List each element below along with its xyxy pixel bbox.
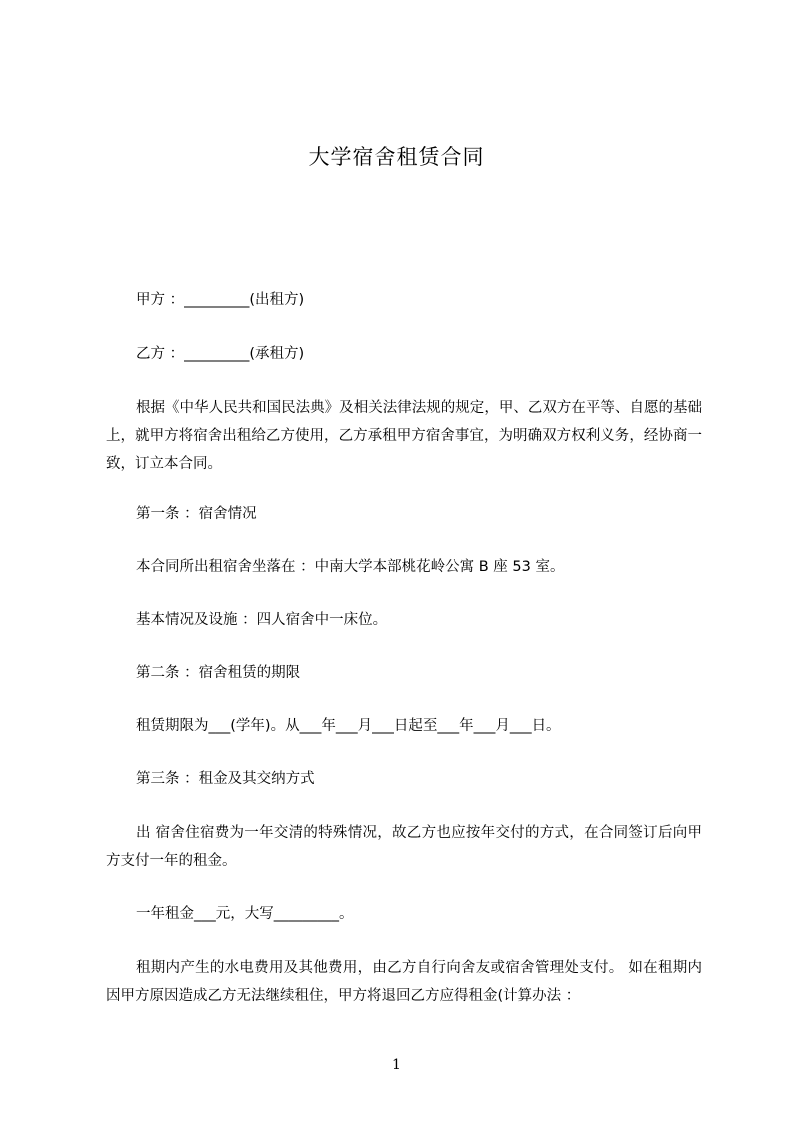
annual-rent-line: 一年租金___元，大写_________。 bbox=[136, 906, 354, 922]
facilities-line: 基本情况及设施 ：四人宿舍中一床位。 bbox=[136, 612, 388, 628]
lease-term-line: 租赁期限为___(学年)。从___年___月___日起至___年___月___日。 bbox=[136, 718, 561, 734]
utilities-paragraph: 租期内产生的水电费用及其他费用，由乙方自行向舍友或宿舍管理处支付。 如在租期内因甲方原因造成乙方无法继续租住，甲方将退回乙方应得租金(计算办法 ： bbox=[106, 960, 702, 1004]
article-3-heading: 第三条 ：租金及其交纳方式 bbox=[136, 771, 315, 787]
party-a-line: 甲方 ：_________(出租方) bbox=[136, 292, 305, 308]
article-2-heading: 第二条 ：宿舍租赁的期限 bbox=[136, 665, 301, 681]
location-line: 本合同所出租宿舍坐落在 ：中南大学本部桃花岭公寓 B 座 53 室。 bbox=[136, 559, 565, 575]
page-number: 1 bbox=[392, 1057, 401, 1073]
document-title: 大学宿舍租赁合同 bbox=[308, 145, 485, 169]
party-b-line: 乙方 ：_________(承租方) bbox=[136, 346, 305, 362]
article-1-heading: 第一条 ：宿舍情况 bbox=[136, 506, 257, 522]
preamble-paragraph: 根据《中华人民共和国民法典》及相关法律法规的规定，甲、乙双方在平等、自愿的基础上，就甲方将宿舍出租给乙方使用，乙方承租甲方宿舍事宜，为明确双方权利义务，经协商一致，订立本合同。 bbox=[106, 400, 702, 472]
payment-paragraph: 出 宿舍住宿费为一年交清的特殊情况，故乙方也应按年交付的方式，在合同签订后向甲方支付一年的租金。 bbox=[106, 825, 702, 869]
